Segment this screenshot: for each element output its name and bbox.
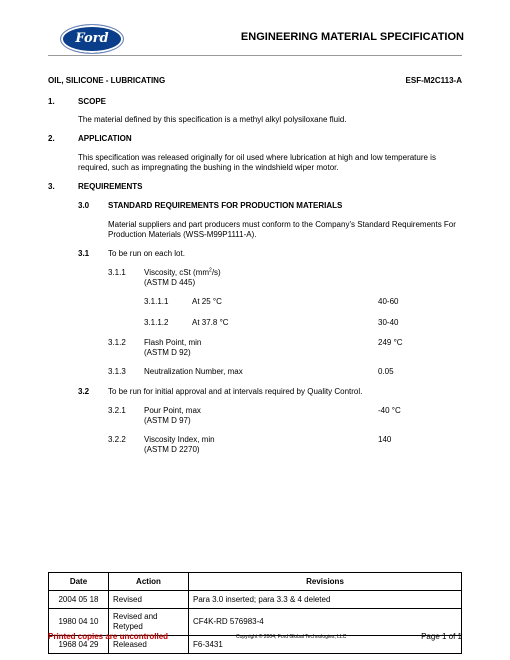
section-number: 3. [48, 182, 55, 191]
item-value: 140 [378, 435, 392, 444]
column-header: Date [49, 573, 109, 591]
item-number: 3.1.1.2 [144, 318, 169, 327]
item-label: Viscosity Index, min [144, 435, 215, 444]
item-number: 3.2.1 [108, 406, 126, 415]
revision-action: Revised and Retyped [109, 609, 189, 636]
item-label: Neutralization Number, max [144, 367, 243, 376]
revision-date: 2004 05 18 [49, 591, 109, 609]
item-test-method: (ASTM D 92) [144, 348, 191, 357]
item-test-method: (ASTM D 445) [144, 278, 196, 287]
item-label: Viscosity, cSt $(mm^2/s)$ [144, 267, 221, 277]
item-number: 3.1.3 [108, 367, 126, 376]
revision-action: Released [109, 636, 189, 654]
column-header: Action [109, 573, 189, 591]
subsection-text: To be run on each lot. [108, 249, 185, 258]
section-number: 1. [48, 97, 55, 106]
table-row [49, 591, 462, 609]
item-label: Pour Point, max [144, 406, 201, 415]
subsection-text: To be run for initial approval and at intervals required by Quality Control. [108, 387, 363, 396]
subsection-number: 3.2 [78, 387, 90, 396]
header-rule [48, 55, 462, 56]
uncontrolled-notice: Printed copies are uncontrolled [48, 632, 169, 641]
revision-detail: F6-3431 [189, 636, 462, 654]
item-value: 30-40 [378, 318, 399, 327]
section-heading: SCOPE [78, 97, 107, 106]
table-header-row [49, 573, 462, 591]
subsection-text: Material suppliers and part producers must conform to the Company's Standard Requirements For Production Materials (WSS-M99P1111-A). [108, 220, 456, 239]
item-label: At 25 °C [192, 297, 222, 306]
column-header: Revisions [189, 573, 462, 591]
item-number: 3.1.1 [108, 268, 126, 277]
section-heading: APPLICATION [78, 134, 132, 143]
document-title: ENGINEERING MATERIAL SPECIFICATION [240, 31, 464, 43]
revision-date: 1968 04 29 [49, 636, 109, 654]
item-test-method: (ASTM D 97) [144, 416, 191, 425]
item-value: -40 °C [378, 406, 401, 415]
subsection-number: 3.0 [78, 201, 90, 210]
item-value: 40-60 [378, 297, 399, 306]
subsection-number: 3.1 [78, 249, 90, 258]
revision-detail: CF4K-RD 576983-4 [189, 609, 462, 636]
item-value: 0.05 [378, 367, 394, 376]
item-value: 249 °C [378, 338, 403, 347]
copyright-notice: Copyright © 2004, Ford Global Technologies, LLC [236, 634, 347, 640]
revision-date: 1980 04 10 [49, 609, 109, 636]
item-number: 3.1.1.1 [144, 297, 169, 306]
section-text: This specification was released originally for oil used where lubrication at high and low temperature is required, such as impregnating the bushing in the windshield wiper motor. [78, 153, 436, 172]
page-number: Page 1 of 1 [421, 632, 462, 641]
item-number: 3.2.2 [108, 435, 126, 444]
item-label: Flash Point, min [144, 338, 202, 347]
revision-action: Revised [109, 591, 189, 609]
subsection-heading: STANDARD REQUIREMENTS FOR PRODUCTION MATERIALS [108, 201, 343, 210]
item-test-method: (ASTM D 2270) [144, 445, 200, 454]
section-number: 2. [48, 134, 55, 143]
item-number: 3.1.2 [108, 338, 126, 347]
material-name: OIL, SILICONE - LUBRICATING [48, 76, 166, 85]
section-text: The material defined by this specification is a methyl alkyl polysiloxane fluid. [78, 115, 347, 124]
logo-text: Ford [75, 31, 109, 46]
ford-logo [60, 24, 124, 54]
spec-number: ESF-M2C113-A [405, 76, 462, 85]
revision-detail: Para 3.0 inserted; para 3.3 & 4 deleted [189, 591, 462, 609]
section-heading: REQUIREMENTS [78, 182, 143, 191]
item-label: At 37.8 °C [192, 318, 229, 327]
